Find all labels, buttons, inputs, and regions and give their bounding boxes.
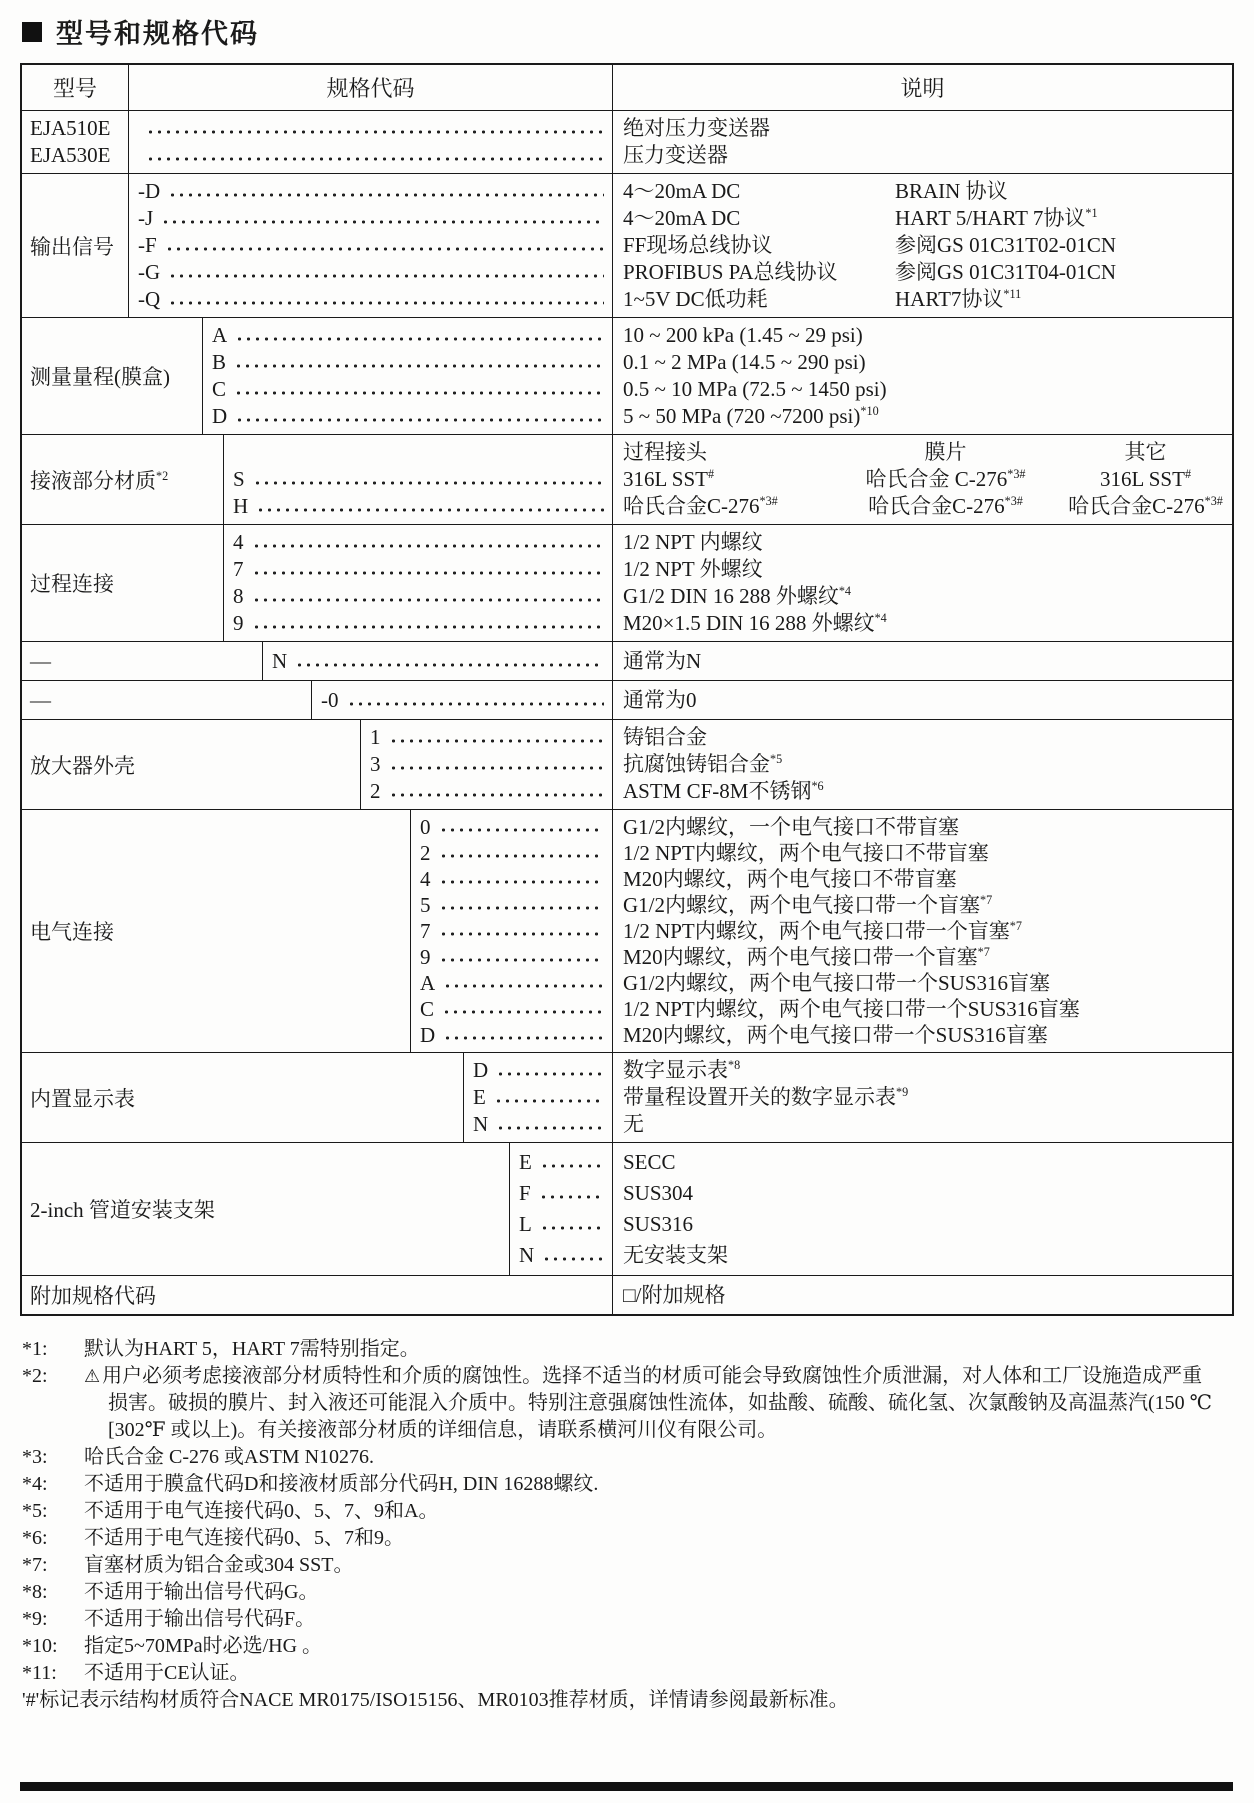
description-line — [623, 286, 1228, 313]
footnote-body — [84, 1579, 1232, 1606]
dotted-leader — [439, 866, 605, 892]
description-line: 带量程设置开关的数字显示表$^{*9}$ — [623, 1085, 909, 1109]
description-line: 1/2 NPT 内螺纹 — [623, 530, 763, 554]
footnotes — [22, 1336, 1232, 1714]
row-label — [22, 720, 360, 809]
code-line — [420, 1022, 606, 1048]
footnote-body — [84, 1363, 1232, 1444]
header-model: 型号 — [52, 76, 97, 101]
code-line — [370, 724, 606, 751]
description-line: M20内螺纹，两个电气接口不带盲塞 — [623, 867, 957, 891]
footnote-line: 盲塞材质为铝合金或304 SST。 — [84, 1554, 354, 1576]
code-cell — [463, 1053, 612, 1142]
footnote-body — [84, 1471, 1232, 1498]
description-col: 4～20mA DC — [623, 179, 741, 203]
spec-code: D — [212, 404, 228, 428]
footnote-label: *3: — [22, 1446, 48, 1468]
spec-table — [20, 63, 1234, 1316]
spec-code: N — [519, 1243, 535, 1267]
spec-code: 4 — [233, 530, 244, 554]
code-line — [138, 142, 606, 169]
table-header-row — [22, 65, 1232, 110]
description-col: 哈氏合金$C-276^{*3\#}$ — [868, 494, 1023, 518]
spec-code: 2 — [420, 841, 431, 865]
footnote — [22, 1525, 1232, 1552]
footnote — [22, 1471, 1232, 1498]
spec-code: N — [272, 649, 288, 673]
code-cell — [223, 525, 612, 641]
dotted-leader — [347, 685, 605, 715]
code-line — [370, 778, 606, 805]
description-line — [623, 259, 1228, 286]
spec-code: 7 — [233, 557, 244, 581]
dotted-leader — [443, 1022, 604, 1048]
dotted-leader — [252, 529, 605, 556]
row-label-text: 2-inch 管道安装支架 — [30, 1198, 215, 1222]
description-col: HART7协议$^{*11}$ — [895, 287, 1022, 311]
header-spec-code: 规格代码 — [128, 65, 612, 110]
footnote-line: ⚠ 用户必须考虑接液部分材质特性和介质的腐蚀性。选择不适当的材质可能会导致腐蚀性介质泄漏，对人体和工厂设施造成严重 — [84, 1365, 1203, 1387]
description-line: SUS316 — [623, 1212, 694, 1236]
description-cell — [612, 318, 1232, 434]
footnote-body — [84, 1525, 1232, 1552]
description-line: 5 ~ 50 MPa (720 ~7200 psi)$^{*10}$ — [623, 404, 879, 428]
description-col: 参阅GS 01C31T02-01CN — [895, 233, 1117, 257]
dotted-leader — [295, 646, 604, 676]
code-line — [420, 892, 606, 918]
spec-code: 4 — [420, 867, 431, 891]
table-row-integral-indicator — [22, 1052, 1232, 1142]
dotted-leader — [256, 493, 604, 520]
dotted-leader — [161, 205, 604, 232]
code-line — [473, 1111, 606, 1138]
page-title: 型号和规格代码 — [56, 19, 259, 49]
bottom-rule — [20, 1782, 1233, 1791]
footnote-line: 默认为HART 5，HART 7需特别指定。 — [84, 1338, 420, 1360]
code-cell — [311, 681, 612, 719]
footnote-label: *5: — [22, 1500, 48, 1522]
description-col: 其它 — [1124, 440, 1167, 464]
dotted-leader — [389, 751, 605, 778]
dotted-leader — [439, 840, 605, 866]
code-cell — [202, 318, 612, 434]
spec-code: H — [233, 494, 249, 518]
row-label — [22, 318, 202, 434]
dotted-leader — [252, 556, 605, 583]
description-col: 过程接头 — [623, 440, 707, 464]
spec-code: 9 — [420, 945, 431, 969]
code-line — [519, 1147, 606, 1178]
footnote-body — [84, 1498, 1232, 1525]
dotted-leader — [235, 403, 604, 430]
warning-icon: ⚠ — [84, 1366, 101, 1387]
spec-code: 0 — [420, 815, 431, 839]
dotted-leader — [252, 610, 605, 637]
dotted-leader — [443, 970, 604, 996]
description-line: 绝对压力变送器 — [623, 116, 770, 140]
description-line: G1/2内螺纹，两个电气接口带一个SUS316盲塞 — [623, 971, 1051, 995]
row-label — [22, 1276, 612, 1314]
description-col: PROFIBUS PA总线协议 — [623, 260, 838, 284]
code-line — [519, 1240, 606, 1271]
footnote-label: *11: — [22, 1662, 57, 1684]
spec-code: 7 — [420, 919, 431, 943]
description-col: 哈氏合金$C-276^{*3\#}$ — [1068, 494, 1223, 518]
code-line — [420, 970, 606, 996]
description-line — [623, 466, 1228, 493]
table-row-electrical-connection — [22, 809, 1232, 1052]
description-col: 参阅GS 01C31T04-01CN — [895, 260, 1117, 284]
spec-code: -D — [138, 179, 161, 203]
table-row-mounting-bracket — [22, 1142, 1232, 1275]
code-line — [321, 685, 606, 715]
dotted-leader — [234, 349, 604, 376]
dotted-leader — [168, 178, 604, 205]
spec-code: N — [473, 1112, 489, 1136]
code-cell — [410, 810, 612, 1052]
footnote-label: *1: — [22, 1338, 48, 1360]
description-col: FF现场总线协议 — [623, 233, 773, 257]
code-line — [473, 1084, 606, 1111]
footnote-label: *4: — [22, 1473, 48, 1495]
table-row-model — [22, 110, 1232, 173]
footnote-line: 不适用于电气连接代码0、5、7、9和A。 — [84, 1500, 439, 1522]
row-label — [22, 111, 128, 173]
row-label — [22, 1143, 509, 1275]
description-line: 1/2 NPT内螺纹，两个电气接口不带盲塞 — [623, 841, 989, 865]
footnote-label: *6: — [22, 1527, 48, 1549]
row-label-text: 电气连接 — [30, 920, 114, 944]
spec-code: -Q — [138, 287, 161, 311]
dotted-leader — [439, 918, 605, 944]
spec-code: -G — [138, 260, 161, 284]
dotted-leader — [253, 466, 604, 493]
description-line: 1/2 NPT 外螺纹 — [623, 557, 763, 581]
spec-code: E — [519, 1150, 532, 1174]
description-line: SUS304 — [623, 1181, 694, 1205]
row-label — [22, 174, 128, 317]
description-cell — [612, 810, 1232, 1052]
dotted-leader — [540, 1209, 604, 1240]
description-col: 316L SST# — [623, 467, 715, 491]
description-line: 10 ~ 200 kPa (1.45 ~ 29 psi) — [623, 323, 863, 347]
description-line — [623, 232, 1228, 259]
row-label-text: 测量量程(膜盒) — [30, 365, 170, 389]
table-row-measurement-span — [22, 317, 1232, 434]
code-line — [519, 1209, 606, 1240]
code-line — [212, 376, 606, 403]
dotted-leader — [494, 1084, 604, 1111]
description-line — [623, 178, 1228, 205]
spec-code: -0 — [321, 688, 339, 712]
description-cell — [612, 681, 1232, 719]
code-line — [138, 232, 606, 259]
code-line — [233, 610, 606, 637]
code-line — [138, 286, 606, 313]
spec-code: 5 — [420, 893, 431, 917]
description-line: 0.1 ~ 2 MPa (14.5 ~ 290 psi) — [623, 350, 866, 374]
dotted-leader — [235, 322, 604, 349]
footnote-line: 不适用于输出信号代码G。 — [84, 1581, 319, 1603]
dotted-leader — [234, 376, 604, 403]
dotted-leader — [439, 814, 605, 840]
spec-code: A — [212, 323, 228, 347]
code-line — [420, 866, 606, 892]
footnote-line: 哈氏合金 C-276 或ASTM N10276. — [84, 1446, 375, 1468]
spec-code: S — [233, 467, 245, 491]
description-line: G1/2内螺纹，两个电气接口带一个盲塞$^{*7}$ — [623, 893, 993, 917]
description-col: 316L SST# — [1099, 467, 1192, 491]
description-cell — [612, 174, 1232, 317]
description-line: 0.5 ~ 10 MPa (72.5 ~ 1450 psi) — [623, 377, 887, 401]
footnote-line: 不适用于电气连接代码0、5、7和9。 — [84, 1527, 404, 1549]
dotted-leader — [539, 1178, 604, 1209]
footnote — [22, 1660, 1232, 1687]
row-label — [22, 642, 262, 680]
description-cell — [612, 1276, 1232, 1314]
dotted-leader — [168, 259, 604, 286]
description-line: 抗腐蚀铸铝合金$^{*5}$ — [623, 752, 783, 776]
code-line — [420, 996, 606, 1022]
description-line: 通常为0 — [623, 688, 697, 712]
description-col: 4～20mA DC — [623, 206, 741, 230]
table-row-process-connection — [22, 524, 1232, 641]
spec-code: 2 — [370, 779, 381, 803]
row-label-text: — — [30, 687, 51, 712]
code-cell — [223, 435, 612, 524]
footnote — [22, 1363, 1232, 1444]
footnote-line: 不适用于CE认证。 — [84, 1662, 250, 1684]
footnote-line: [302℉ 或以上)。有关接液部分材质的详细信息，请联系横河川仪有限公司。 — [108, 1419, 778, 1441]
description-line — [623, 205, 1228, 232]
description-line: 1/2 NPT内螺纹，两个电气接口带一个盲塞$^{*7}$ — [623, 919, 1022, 943]
row-label-text: 放大器外壳 — [30, 753, 135, 778]
footnote — [22, 1444, 1232, 1471]
code-line — [420, 918, 606, 944]
footnote-label: *8: — [22, 1581, 48, 1603]
footnote — [22, 1579, 1232, 1606]
row-label-text: 内置显示表 — [30, 1086, 135, 1111]
code-line — [233, 466, 606, 493]
description-col: 膜片 — [924, 440, 967, 464]
description-line: 无安装支架 — [623, 1243, 728, 1267]
footnote-label: *7: — [22, 1554, 48, 1576]
code-line — [233, 529, 606, 556]
code-cell — [509, 1143, 612, 1275]
description-line: ASTM CF-8M不锈钢$^{*6}$ — [623, 779, 824, 803]
code-line — [233, 439, 606, 466]
footnote-body — [84, 1444, 1232, 1471]
row-label-text: 附加规格代码 — [30, 1284, 156, 1308]
code-line — [138, 259, 606, 286]
footnote-label: *9: — [22, 1608, 48, 1630]
footnote-body — [84, 1633, 1232, 1660]
dotted-leader — [389, 778, 605, 805]
description-line: 铸铝合金 — [623, 725, 707, 749]
description-cell — [612, 435, 1232, 524]
footnote — [22, 1552, 1232, 1579]
row-label-line: EJA530E — [30, 143, 111, 167]
section-title-row — [0, 0, 1254, 59]
spec-code: A — [420, 971, 436, 995]
spec-code: C — [420, 997, 435, 1021]
dotted-leader — [146, 142, 604, 169]
row-label-text: — — [30, 648, 51, 673]
spec-code: E — [473, 1085, 486, 1109]
description-line: M20×1.5 DIN 16 288 外螺纹$^{*4}$ — [623, 611, 887, 635]
footnote-body — [84, 1660, 1232, 1687]
code-cell — [128, 174, 612, 317]
code-cell — [262, 642, 612, 680]
row-label-text: 接液部分材质$^{*2}$ — [30, 468, 169, 493]
dotted-leader — [146, 115, 604, 142]
code-line — [138, 178, 606, 205]
table-row-dash-0 — [22, 680, 1232, 719]
code-line — [473, 1057, 606, 1084]
dotted-leader — [439, 944, 605, 970]
table-row-amplifier-housing — [22, 719, 1232, 809]
description-cell — [612, 525, 1232, 641]
code-line — [420, 944, 606, 970]
spec-code: D — [420, 1023, 436, 1047]
footnote-label: *2: — [22, 1365, 48, 1387]
description-cell — [612, 642, 1232, 680]
code-line — [212, 403, 606, 430]
code-line — [370, 751, 606, 778]
row-label — [22, 681, 311, 719]
description-line: M20内螺纹，两个电气接口带一个SUS316盲塞 — [623, 1023, 1048, 1047]
code-line — [233, 583, 606, 610]
description-line: G1/2 DIN 16 288 外螺纹$^{*4}$ — [623, 584, 851, 608]
code-line — [138, 115, 606, 142]
code-line — [420, 814, 606, 840]
row-label-text: 过程连接 — [30, 572, 114, 596]
code-cell — [128, 111, 612, 173]
dotted-leader — [540, 1147, 604, 1178]
dotted-leader — [542, 1240, 604, 1271]
table-row-optional-codes — [22, 1275, 1232, 1314]
code-line — [233, 493, 606, 520]
description-line: 压力变送器 — [623, 143, 728, 167]
row-label-text: 输出信号 — [30, 234, 114, 259]
description-line: □/附加规格 — [623, 1282, 726, 1307]
dotted-leader — [439, 892, 605, 918]
table-row-output-signal — [22, 173, 1232, 317]
description-line — [623, 493, 1228, 520]
description-col: HART 5/HART 7协议$^{*1}$ — [895, 206, 1098, 230]
code-cell — [360, 720, 612, 809]
footnote — [22, 1498, 1232, 1525]
description-line: 数字显示表$^{*8}$ — [623, 1058, 741, 1082]
footnote-line: 损害。破损的膜片、封入液还可能混入介质中。特别注意强腐蚀性流体，如盐酸、硫酸、硫化氢、次氯酸钠及高温蒸汽(150 ℃ — [108, 1392, 1213, 1414]
spec-code: C — [212, 377, 227, 401]
table-row-wetted-parts-material — [22, 434, 1232, 524]
footnote-line: 不适用于膜盒代码D和接液材质部分代码H, DIN 16288螺纹. — [84, 1473, 599, 1495]
black-square-icon — [22, 22, 42, 42]
table-row-dash-n — [22, 641, 1232, 680]
spec-code: 8 — [233, 584, 244, 608]
footnote-body — [84, 1336, 1232, 1363]
footnote-body — [84, 1552, 1232, 1579]
dotted-leader — [252, 583, 605, 610]
description-line: 无 — [623, 1112, 644, 1136]
description-col: 哈氏合金 $C-276^{*3\#}$ — [865, 467, 1026, 491]
code-line — [212, 322, 606, 349]
spec-code: 9 — [233, 611, 244, 635]
row-label-line: EJA510E — [30, 116, 111, 140]
description-col: 1~5V DC低功耗 — [623, 287, 768, 311]
footnote-hash-note: '#'标记表示结构材质符合NACE MR0175/ISO15156、MR0103推荐材质，详情请参阅最新标准。 — [22, 1689, 849, 1711]
dotted-leader — [496, 1111, 604, 1138]
code-line — [138, 205, 606, 232]
spec-code: F — [519, 1181, 531, 1205]
spec-code: -J — [138, 206, 154, 230]
row-label — [22, 525, 223, 641]
dotted-leader — [442, 996, 604, 1022]
description-cell — [612, 1143, 1232, 1275]
code-line — [519, 1178, 606, 1209]
description-col: 哈氏合金$C-276^{*3\#}$ — [623, 494, 778, 518]
footnote-body — [84, 1606, 1232, 1633]
description-line: M20内螺纹，两个电气接口带一个盲塞$^{*7}$ — [623, 945, 990, 969]
code-line — [212, 349, 606, 376]
description-col: BRAIN 协议 — [895, 179, 1008, 203]
footnote — [22, 1633, 1232, 1660]
code-line — [233, 556, 606, 583]
description-cell — [612, 1053, 1232, 1142]
spec-code: -F — [138, 233, 157, 257]
description-line: 通常为N — [623, 649, 702, 673]
spec-code: 3 — [370, 752, 381, 776]
spec-code: B — [212, 350, 227, 374]
spec-code: 1 — [370, 725, 381, 749]
row-label — [22, 435, 223, 524]
dotted-leader — [165, 232, 604, 259]
footnote-label: *10: — [22, 1635, 58, 1657]
dotted-leader — [496, 1057, 604, 1084]
footnote — [22, 1336, 1232, 1363]
code-line — [420, 840, 606, 866]
header-description: 说明 — [612, 65, 1232, 110]
description-cell — [612, 720, 1232, 809]
description-line: SECC — [623, 1150, 676, 1174]
description-cell — [612, 111, 1232, 173]
footnote-line: 指定5~70MPa时必选/HG 。 — [84, 1635, 323, 1657]
spec-code: D — [473, 1058, 489, 1082]
spec-code: L — [519, 1212, 532, 1236]
dotted-leader — [389, 724, 605, 751]
description-line — [623, 439, 1228, 466]
footnote — [22, 1606, 1232, 1633]
footnote-line: 不适用于输出信号代码F。 — [84, 1608, 316, 1630]
code-line — [272, 646, 606, 676]
dotted-leader — [168, 286, 604, 313]
row-label — [22, 810, 410, 1052]
row-label — [22, 1053, 463, 1142]
description-line: 1/2 NPT内螺纹，两个电气接口带一个SUS316盲塞 — [623, 997, 1080, 1021]
description-line: G1/2内螺纹，一个电气接口不带盲塞 — [623, 815, 959, 839]
